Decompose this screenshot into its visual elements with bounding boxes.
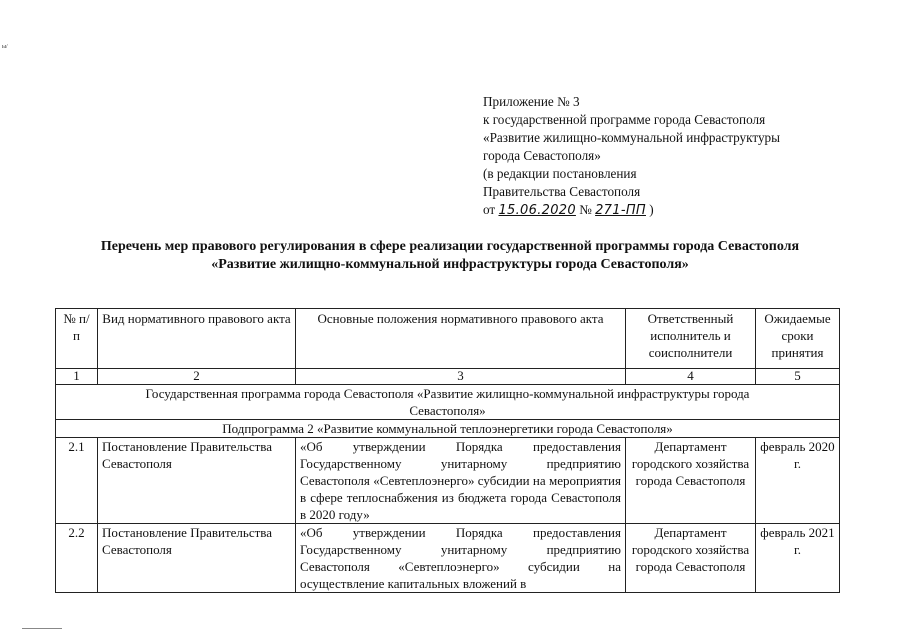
header-provisions: Основные положения нормативного правового акта [296,309,626,369]
appendix-date-line [483,201,883,220]
column-number: 5 [756,369,840,385]
program-row [56,385,840,420]
row-executor: Департамент городского хозяйства города Севастополя [626,438,756,524]
subprogram-row [56,420,840,438]
column-number-row [56,369,840,385]
column-number: 3 [296,369,626,385]
from-label: от [483,202,496,217]
row-term: февраль 2020 г. [756,438,840,524]
row-provisions: «Об утверждении Порядка предоставления Государственному унитарному предприятию Севастополя «Севтеплоэнерго» субсидии на осуществление капитальных вложений в [296,524,626,593]
document-title [40,238,860,274]
row-act-type: Постановление Правительства Севастополя [98,524,296,593]
table-row [56,438,840,524]
program-title: Государственная программа города Севастополя «Развитие жилищно-коммунальной инфраструктуры города Севастополя» [56,385,840,420]
handwritten-number: 271-ПП [595,203,646,218]
number-label: № [579,202,592,217]
subprogram-title: Подпрограмма 2 «Развитие коммунальной теплоэнергетики города Севастополя» [56,420,840,438]
corner-mark: ы/ [2,44,8,50]
row-executor: Департамент городского хозяйства города Севастополя [626,524,756,593]
column-number: 1 [56,369,98,385]
appendix-line-5: (в редакции постановления [483,166,637,181]
handwritten-date: 15.06.2020 [498,203,576,218]
header-term: Ожидаемые сроки принятия [756,309,840,369]
appendix-line-4: города Севастополя» [483,148,601,163]
table-row [56,524,840,593]
header-num: № п/п [56,309,98,369]
appendix-line-2: к государственной программе города Севастополя [483,112,766,127]
appendix-line-6: Правительства Севастополя [483,184,641,199]
column-number: 2 [98,369,296,385]
row-term: февраль 2021 г. [756,524,840,593]
column-number: 4 [626,369,756,385]
regulation-table [55,308,840,593]
footer-divider [22,628,62,629]
title-line-1: Перечень мер правового регулирования в сфере реализации государственной программы города Севастополя [100,239,800,254]
appendix-line-1: Приложение № 3 [483,94,580,109]
closing-paren: ) [649,202,654,217]
appendix-block [483,93,883,220]
row-act-type: Постановление Правительства Севастополя [98,438,296,524]
header-executor: Ответственный исполнитель и соисполнители [626,309,756,369]
header-act-type: Вид нормативного правового акта [98,309,296,369]
title-line-2: «Развитие жилищно-коммунальной инфраструктуры города Севастополя» [211,257,689,272]
row-number: 2.1 [56,438,98,524]
appendix-line-3: «Развитие жилищно-коммунальной инфраструктуры [483,130,781,145]
header-row [56,309,840,369]
row-provisions: «Об утверждении Порядка предоставления Государственному унитарному предприятию Севастополя «Севтеплоэнерго» субсидии на мероприятия в сфере теплоснабжения из бюджета города Севастополя в 2020 году» [296,438,626,524]
row-number: 2.2 [56,524,98,593]
